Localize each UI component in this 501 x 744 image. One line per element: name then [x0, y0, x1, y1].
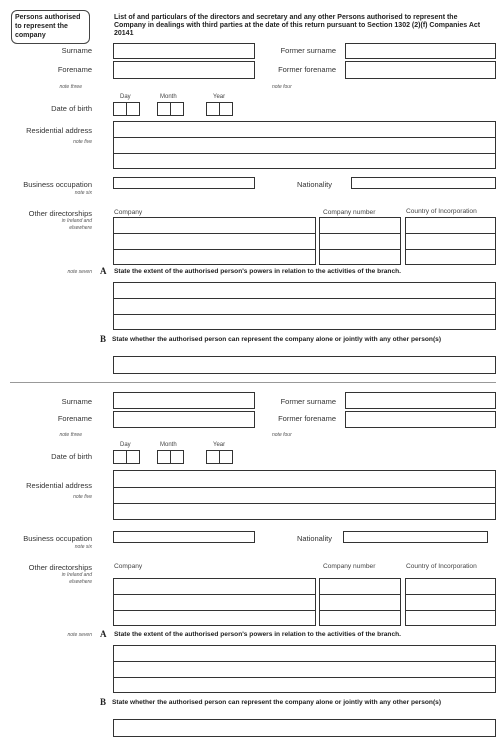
directorships-divider: [405, 233, 496, 234]
dob-month-2[interactable]: [170, 102, 184, 116]
form-title: List of and particulars of the directors and secretary and any other Persons authorised to represent the Company in dealings with third parties at the date of this return pursuant to Section 1302 (2)(f) Companies Act 20141: [114, 14, 481, 37]
directorships-country-field[interactable]: [405, 578, 496, 626]
country-col-header: Country of Incorporation: [406, 208, 477, 215]
directorships-divider: [113, 249, 316, 250]
section-separator: [10, 382, 496, 383]
business-occupation-field[interactable]: [113, 177, 255, 189]
dob-day-2[interactable]: [126, 450, 140, 464]
in-ireland-note-2: elsewhere: [69, 579, 92, 585]
surname-label: Surname: [61, 397, 92, 406]
dob-year-2[interactable]: [219, 450, 233, 464]
former-surname-field[interactable]: [345, 43, 496, 59]
former-forename-field[interactable]: [345, 61, 496, 79]
question-a-text: State the extent of the authorised person's powers in relation to the activities of the branch.: [114, 268, 401, 275]
directorships-divider: [319, 249, 401, 250]
forename-label: Forename: [57, 414, 92, 423]
question-b-text: State whether the authorised person can represent the company alone or jointly with any other person(s): [112, 699, 442, 706]
representation-field[interactable]: [113, 719, 496, 737]
address-line-divider: [113, 153, 496, 154]
powers-divider: [113, 677, 496, 678]
directorships-divider: [319, 610, 401, 611]
day-label: Day: [120, 94, 131, 100]
company-col-header: Company: [114, 209, 143, 216]
directorships-number-field[interactable]: [319, 217, 401, 265]
directorships-divider: [113, 594, 316, 595]
former-surname-label: Former surname: [280, 397, 336, 406]
date-of-birth-label: Date of birth: [51, 104, 92, 113]
question-b-text: State whether the authorised person can represent the company alone or jointly with any other person(s): [112, 336, 442, 343]
note-seven: note seven: [67, 269, 92, 275]
company-number-col-header: Company number: [323, 563, 376, 570]
note-three: note three: [59, 84, 82, 90]
powers-divider: [113, 661, 496, 662]
note-six: note six: [74, 544, 92, 550]
note-six: note six: [74, 190, 92, 196]
former-forename-label: Former forename: [278, 65, 336, 74]
business-occupation-label: Business occupation: [23, 180, 92, 189]
surname-field[interactable]: [113, 392, 255, 409]
dob-year-2[interactable]: [219, 102, 233, 116]
representation-field[interactable]: [113, 356, 496, 374]
note-seven: note seven: [67, 632, 92, 638]
surname-label: Surname: [61, 46, 92, 55]
address-line-divider: [113, 137, 496, 138]
in-ireland-note-1: in Ireland and: [61, 572, 92, 578]
directorships-divider: [405, 594, 496, 595]
year-label: Year: [213, 442, 226, 448]
company-col-header: Company: [114, 563, 143, 570]
residential-address-field[interactable]: [113, 470, 496, 520]
directorships-divider: [405, 249, 496, 250]
directorships-divider: [113, 610, 316, 611]
company-number-col-header: Company number: [323, 209, 376, 216]
directorships-divider: [319, 594, 401, 595]
directorships-company-field[interactable]: [113, 578, 316, 626]
forename-field[interactable]: [113, 411, 255, 428]
other-directorships-label: Other directorships: [28, 563, 92, 572]
dob-month-2[interactable]: [170, 450, 184, 464]
year-label: Year: [213, 94, 226, 100]
powers-field[interactable]: [113, 282, 496, 330]
section-a-letter: A: [100, 629, 107, 639]
dob-day-1[interactable]: [113, 102, 127, 116]
section-a-letter: A: [100, 266, 107, 276]
residential-address-label: Residential address: [26, 126, 92, 135]
powers-divider: [113, 314, 496, 315]
former-forename-label: Former forename: [278, 414, 336, 423]
dob-month-1[interactable]: [157, 450, 171, 464]
note-five: note five: [73, 494, 92, 500]
directorships-divider: [319, 233, 401, 234]
other-directorships-label: Other directorships: [28, 209, 92, 218]
dob-year-1[interactable]: [206, 102, 220, 116]
former-surname-field[interactable]: [345, 392, 496, 409]
month-label: Month: [160, 442, 177, 448]
directorships-country-field[interactable]: [405, 217, 496, 265]
former-surname-label: Former surname: [280, 46, 336, 55]
residential-address-label: Residential address: [26, 481, 92, 490]
directorships-number-field[interactable]: [319, 578, 401, 626]
dob-month-1[interactable]: [157, 102, 171, 116]
dob-year-1[interactable]: [206, 450, 220, 464]
nationality-field[interactable]: [351, 177, 496, 189]
former-forename-field[interactable]: [345, 411, 496, 428]
directorships-divider: [405, 610, 496, 611]
persons-authorised-tag: Persons authorised to represent the company: [11, 10, 90, 44]
country-col-header: Country of Incorporation: [406, 563, 477, 570]
address-line-divider: [113, 503, 496, 504]
section-b-letter: B: [100, 697, 107, 707]
forename-label: Forename: [57, 65, 92, 74]
in-ireland-note-1: in Ireland and: [61, 218, 92, 224]
business-occupation-field[interactable]: [113, 531, 255, 543]
residential-address-field[interactable]: [113, 121, 496, 169]
directorships-company-field[interactable]: [113, 217, 316, 265]
business-occupation-label: Business occupation: [23, 534, 92, 543]
nationality-field[interactable]: [343, 531, 488, 543]
section-b-letter: B: [100, 334, 107, 344]
in-ireland-note-2: elsewhere: [69, 225, 92, 231]
surname-field[interactable]: [113, 43, 255, 59]
note-four: note four: [272, 84, 292, 90]
nationality-label: Nationality: [297, 534, 333, 543]
note-four: note four: [272, 432, 292, 438]
nationality-label: Nationality: [297, 180, 333, 189]
powers-field[interactable]: [113, 645, 496, 693]
powers-divider: [113, 298, 496, 299]
address-line-divider: [113, 487, 496, 488]
dob-day-2[interactable]: [126, 102, 140, 116]
month-label: Month: [160, 94, 177, 100]
note-three: note three: [59, 432, 82, 438]
directorships-divider: [113, 233, 316, 234]
question-a-text: State the extent of the authorised person's powers in relation to the activities of the branch.: [114, 631, 401, 638]
forename-field[interactable]: [113, 61, 255, 79]
day-label: Day: [120, 442, 131, 448]
dob-day-1[interactable]: [113, 450, 127, 464]
note-five: note five: [73, 139, 92, 145]
date-of-birth-label: Date of birth: [51, 452, 92, 461]
